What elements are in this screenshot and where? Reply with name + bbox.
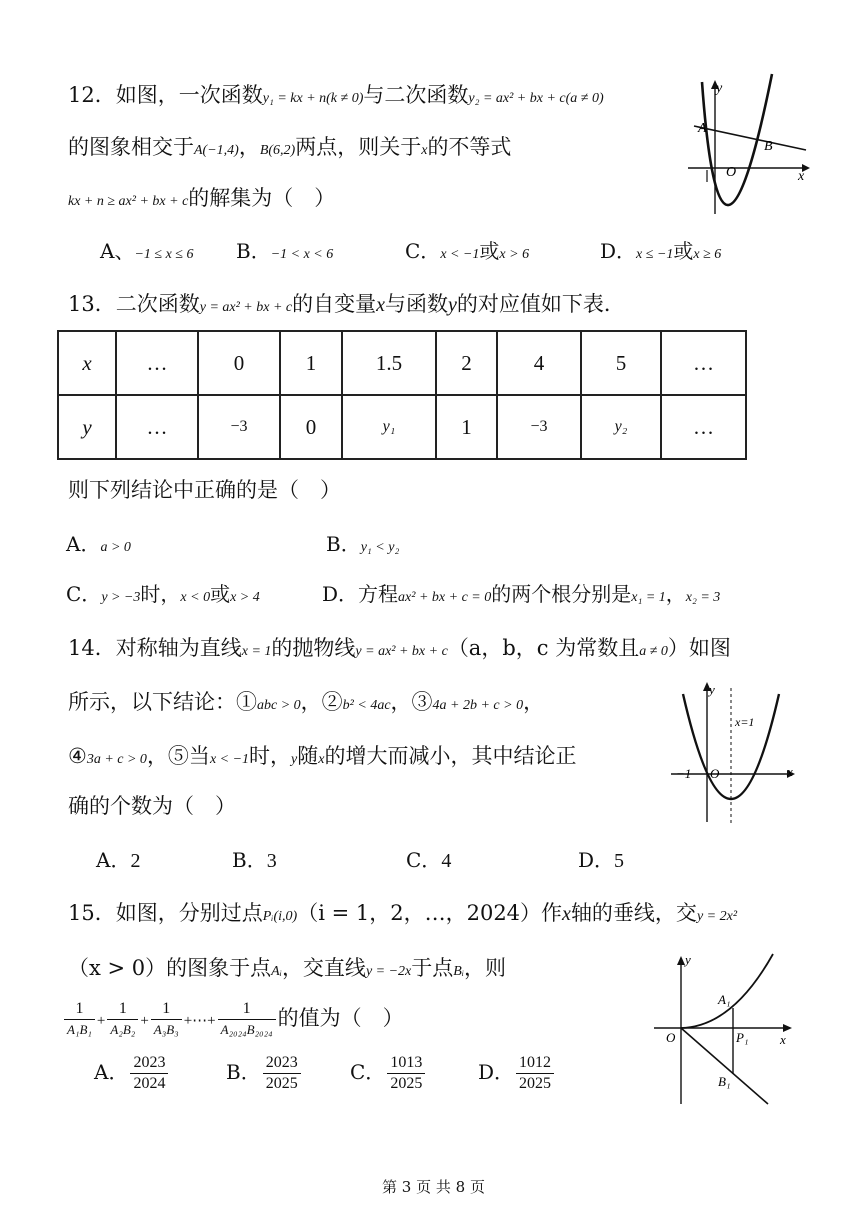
- table-cell: 1: [280, 331, 342, 395]
- q15-label-a1: A₁: [718, 992, 731, 1007]
- q15-fraction-3: $\frac{1}{\text{A₃B₃}}$: [151, 999, 182, 1040]
- q12-line1: 12．如图，一次函数y₁ = kx + n(k ≠ 0)与二次函数y₂ = ax² + bx + c(a ≠ 0): [68, 83, 604, 107]
- table-cell: −3: [198, 395, 280, 459]
- q13-option-b[interactable]: B．y₁ < y₂: [326, 532, 400, 556]
- q15-sum-expression: $\frac{1}{\text{A₁B₁}}$ + $\frac{1}{\text{A₂B₂}}$ + $\frac{1}{\text{A₃B₃}}$ +⋯+ $\frac{1}{\text{A₂₀₂₄B₂₀₂₄}}$ 的值为（ ）: [62, 996, 404, 1040]
- q15-graph: [648, 944, 798, 1108]
- q12-label-o: O: [726, 165, 737, 180]
- q15-label-y: y: [685, 952, 691, 967]
- q14-option-a[interactable]: A．2: [96, 848, 141, 872]
- q12-option-b[interactable]: B．−1 < x < 6: [236, 239, 334, 263]
- q14-option-b[interactable]: B．3: [232, 848, 277, 872]
- q14-parabola: [683, 694, 779, 799]
- q15-option-a[interactable]: A． $\frac{2023}{2024}$: [94, 1050, 170, 1094]
- q14-label-axis: x=1: [735, 715, 755, 729]
- table-cell: …: [661, 395, 746, 459]
- q14-line2: 所示，以下结论：①abc > 0，②b² < 4ac，③4a + 2b + c > 0，: [68, 690, 545, 714]
- q12-graph: [680, 72, 815, 222]
- q15-x-arrow: [783, 1024, 792, 1032]
- table-cell: 2: [436, 331, 497, 395]
- q14-line1: 14．对称轴为直线x = 1的抛物线y = ax² + bx + c（a，b，c 为常数且a ≠ 0）如图: [68, 636, 731, 660]
- q15-fraction-2: $\frac{1}{\text{A₂B₂}}$: [107, 999, 138, 1040]
- q14-label-minus-one: −1: [676, 766, 692, 781]
- q14-graph: [665, 672, 805, 830]
- table-cell: y₂: [581, 395, 661, 459]
- q14-option-c[interactable]: C．4: [406, 848, 452, 872]
- q15-option-c[interactable]: C． $\frac{1013}{2025}$: [350, 1050, 427, 1094]
- q12-option-d[interactable]: D．x ≤ −1或x ≥ 6: [600, 239, 722, 263]
- q15-label-o: O: [666, 1030, 676, 1045]
- q12-parabola: [702, 74, 772, 205]
- q14-line3: ④3a + c > 0，⑤当x < −1时，y随x的增大而减小，其中结论正: [68, 744, 577, 768]
- table-cell: −3: [497, 395, 581, 459]
- q15-parabola: [681, 954, 773, 1028]
- q14-option-d[interactable]: D．5: [578, 848, 625, 872]
- table-cell: 0: [198, 331, 280, 395]
- table-cell: 1: [436, 395, 497, 459]
- q14-label-o: O: [710, 766, 720, 781]
- table-cell: …: [116, 331, 198, 395]
- q15-option-d[interactable]: D． $\frac{1012}{2025}$: [478, 1050, 556, 1094]
- q12-option-a[interactable]: A、−1 ≤ x ≤ 6: [100, 239, 194, 263]
- q12-label-y: y: [716, 81, 723, 96]
- q14-label-y: y: [709, 682, 715, 697]
- table-row-x: [58, 331, 746, 395]
- q12-option-c[interactable]: C．x < −1或x > 6: [405, 239, 530, 263]
- q15-line: [681, 1028, 768, 1104]
- table-cell: y: [58, 395, 116, 459]
- q15-line1: 15．如图，分别过点Pᵢ(i,0)（i = 1，2，…，2024）作x轴的垂线，交y = 2x²: [68, 901, 738, 925]
- q15-option-b[interactable]: B． $\frac{2023}{2025}$: [226, 1050, 303, 1094]
- q15-label-x: x: [780, 1032, 786, 1047]
- q13-prompt: 则下列结论中正确的是（ ）: [68, 478, 341, 502]
- table-row-y: [58, 395, 746, 459]
- q15-y-arrow: [677, 956, 685, 965]
- q13-option-a[interactable]: A．a > 0: [66, 532, 131, 556]
- q15-fraction-1: $\frac{1}{\text{A₁B₁}}$: [64, 999, 95, 1040]
- q12-label-x: x: [798, 169, 805, 184]
- q12-line2: 的图象相交于A(−1,4)，B(6,2)两点，则关于x的不等式: [68, 135, 512, 159]
- q15-label-b1: B₁: [718, 1074, 731, 1089]
- table-cell: y₁: [342, 395, 436, 459]
- q15-label-p1: P₁: [736, 1030, 749, 1045]
- table-cell: …: [116, 395, 198, 459]
- q12-label-a: A: [698, 121, 707, 136]
- q14-line4: 确的个数为（ ）: [68, 794, 236, 818]
- q13-line1: 13．二次函数y = ax² + bx + c的自变量x与函数y的对应值如下表．: [68, 292, 625, 316]
- q15-line2: （x > 0）的图象于点Aᵢ，交直线y = −2x于点Bᵢ，则: [68, 956, 507, 980]
- table-cell: 1.5: [342, 331, 436, 395]
- q12-label-b: B: [764, 139, 773, 154]
- q14-label-x: x: [787, 764, 793, 779]
- table-cell: x: [58, 331, 116, 395]
- q12-line: [694, 126, 806, 150]
- q13-value-table: [57, 330, 747, 460]
- page-footer: 第 3 页 共 8 页: [382, 1178, 485, 1196]
- table-cell: 4: [497, 331, 581, 395]
- table-cell: …: [661, 331, 746, 395]
- q13-option-d[interactable]: D．方程ax² + bx + c = 0的两个根分别是x₁ = 1，x₂ = 3: [322, 582, 721, 606]
- q12-line3: kx + n ≥ ax² + bx + c的解集为（ ）: [68, 186, 336, 210]
- table-cell: 5: [581, 331, 661, 395]
- q13-option-c[interactable]: C．y > −3时，x < 0或x > 4: [66, 582, 260, 606]
- table-cell: 0: [280, 395, 342, 459]
- q15-fraction-n: $\frac{1}{\text{A₂₀₂₄B₂₀₂₄}}$: [218, 999, 276, 1040]
